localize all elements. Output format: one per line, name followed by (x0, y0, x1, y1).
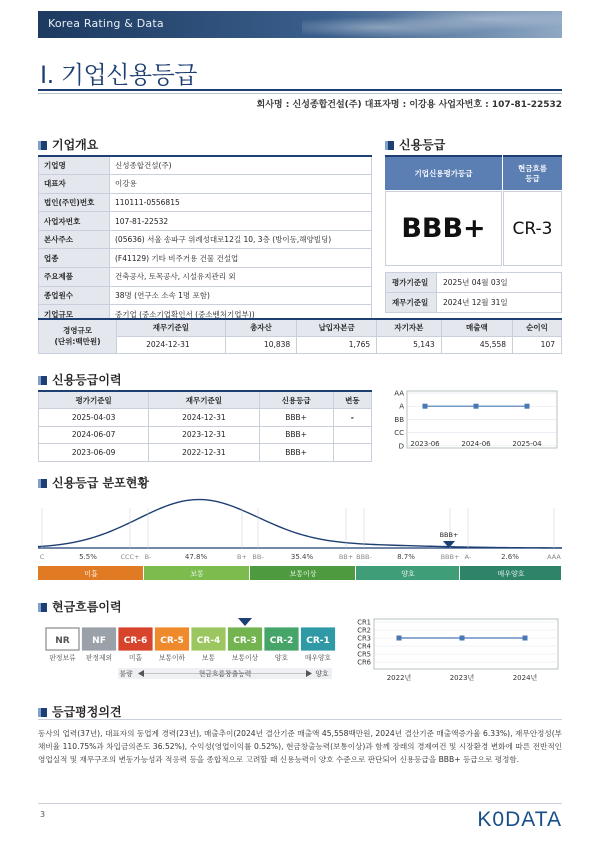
table-row (39, 444, 372, 462)
history-header-row (39, 391, 372, 409)
grade-label: BB- (252, 553, 264, 561)
current-grade-label: BBB+ (439, 531, 459, 539)
chart-frame (374, 619, 558, 669)
history-cell: BBB+ (259, 444, 333, 462)
section-bullet-icon (38, 141, 47, 150)
grade-label: A- (464, 553, 472, 561)
cashflow-grade-label: 미흡 (128, 654, 143, 662)
cashflow-grade-label: 판정보류 (49, 654, 76, 662)
world-map-graphic (302, 11, 562, 38)
x-tick-label: 2022년 (386, 674, 412, 682)
financials-value: 107 (513, 336, 562, 353)
footer-divider (38, 803, 562, 804)
grade-label: B- (144, 553, 152, 561)
overview-row (39, 230, 372, 249)
cashflow-grade-code: CR-1 (306, 636, 330, 646)
history-cell: 2023-12-31 (149, 426, 259, 444)
overview-key: 법인(주민)번호 (39, 193, 110, 212)
financials-value: 45,558 (441, 336, 512, 353)
x-tick-label: 2024-06 (461, 440, 491, 448)
section-bullet-icon (38, 376, 47, 385)
cashflow-grade-value: CR-3 (503, 191, 562, 266)
financials-header: 총자산 (225, 319, 296, 336)
x-tick-label: 2025-04 (512, 440, 542, 448)
data-point (525, 404, 530, 409)
page-header-banner (38, 11, 562, 38)
grade-share-label: 35.4% (290, 553, 314, 561)
cashflow-grade-header (503, 155, 562, 190)
overview-row (39, 268, 372, 287)
overview-key: 기업명 (39, 156, 110, 175)
history-cell (333, 444, 371, 462)
evaluation-dates-table (385, 272, 562, 313)
overview-value: (F41129) 기타 비주거용 건물 건설업 (110, 249, 372, 268)
y-tick-label: A (399, 402, 404, 411)
cashflow-grade-scale (38, 618, 340, 688)
history-header: 평가기준일 (39, 391, 149, 409)
grade-label: BBB+ (440, 553, 460, 561)
section-bullet-icon (38, 708, 47, 717)
y-tick-label: CR2 (357, 626, 371, 635)
grade-share-label: 47.8% (184, 553, 208, 561)
data-point (460, 636, 465, 641)
financials-label-text: 경영규모 (단위:백만원) (54, 326, 101, 347)
current-cashflow-marker (238, 618, 252, 626)
overview-key: 업종 (39, 249, 110, 268)
overview-row (39, 175, 372, 194)
overview-row (39, 212, 372, 231)
y-tick-label: CR4 (357, 642, 371, 651)
section-credit-heading (385, 136, 445, 153)
financials-header: 납입자본금 (297, 319, 377, 336)
cashflow-grade-code: CR-2 (269, 636, 294, 646)
section-cashflow-heading (38, 598, 122, 615)
cashflow-grade-label: 매우양호 (304, 654, 332, 662)
history-cell: 2023-06-09 (39, 444, 149, 462)
overview-value: 이강용 (110, 175, 372, 194)
opinion-divider (38, 719, 562, 720)
overview-value: 건축공사, 토목공사, 시설유지관리 외 (110, 268, 372, 287)
overview-value: 중기업 (중소기업확인서 (중소벤처기업부)) (110, 305, 372, 324)
opinion-text: 동사의 업력(37년), 대표자의 동업계 경력(23년), 매출추이(2024년 결산기준 매출액 45,558백만원, 2024년 결산기준 매출액증가율 6.33%), 재무안정성(부채비율 110.75%과 차입금의존도 36.52%), 수익성(영업이익률 0.52%), 현금창출능력(보통이상)과 함께 장래의 경제여건 및 시장환경 변화에 따른 전반적인 영업실적 및 재무구조의 변동가능성과 적응력 등을 종합적으로 고려할 때 신용능력이 양호 수준으로 판단되어 신용등급을 BBB+ 등급으로 평정함. (38, 729, 562, 765)
data-point (474, 404, 479, 409)
cashflow-grade-label: 보통이하 (158, 654, 186, 662)
financials-header: 순이익 (513, 319, 562, 336)
grade-band-label: 보통이상 (289, 570, 317, 578)
overview-key: 기업규모 (39, 305, 110, 324)
section-label: 신용등급이력 (52, 373, 122, 387)
history-cell (333, 426, 371, 444)
cashflow-grade-label: 보통 (201, 654, 216, 662)
grade-label: B+ (237, 553, 247, 561)
data-point (397, 636, 402, 641)
grade-band-label: 보통 (190, 570, 204, 578)
y-tick-label: CR1 (357, 618, 371, 627)
cashflow-grade-code: CR-4 (196, 636, 221, 646)
x-tick-label: 2023년 (449, 674, 475, 682)
section-label: 신용등급 분포현황 (52, 476, 149, 490)
y-tick-label: BB (394, 415, 404, 424)
credit-grade-header: 기업신용평가등급 (385, 155, 502, 190)
overview-value: (05636) 서울 송파구 위례성대로12길 10, 3층 (방이동,해양빌딩) (110, 230, 372, 249)
table-row (39, 409, 372, 427)
section-history-heading (38, 371, 122, 388)
overview-key: 종업원수 (39, 286, 110, 305)
overview-row (39, 286, 372, 305)
section-overview-heading (38, 136, 98, 153)
financials-header: 매출액 (441, 319, 512, 336)
overview-table (38, 155, 372, 324)
grade-band-label: 미흡 (84, 570, 98, 578)
overview-row (39, 156, 372, 175)
financials-value: 10,838 (225, 336, 296, 353)
data-point (523, 636, 528, 641)
cashflow-grade-label: 양호 (274, 654, 289, 662)
page-title: I. 기업신용등급 (40, 61, 197, 89)
date-value: 2024년 12월 31일 (437, 293, 562, 313)
date-row (386, 293, 562, 313)
history-cell: - (333, 409, 371, 427)
date-key: 재무기준일 (386, 293, 437, 313)
history-cell: BBB+ (259, 409, 333, 427)
credit-grade-value: BBB+ (385, 191, 502, 266)
cashflow-grade-label: 판정제외 (85, 654, 113, 662)
financials-label (39, 319, 117, 353)
financials-table (38, 318, 562, 354)
company-summary-line: 회사명 : 신성종합건설(주) 대표자명 : 이강용 사업자번호 : 107-81-22532 (256, 100, 562, 110)
scale-right-label: 양호 (315, 670, 329, 678)
overview-value: 신성종합건설(주) (110, 156, 372, 175)
grade-label: C (39, 553, 45, 561)
scale-left-label: 불량 (119, 670, 133, 678)
overview-key: 사업자번호 (39, 212, 110, 231)
y-tick-label: CR3 (357, 634, 371, 643)
y-tick-label: CR6 (357, 658, 371, 667)
financials-value: 2024-12-31 (117, 336, 226, 353)
overview-key: 본사주소 (39, 230, 110, 249)
overview-row (39, 193, 372, 212)
section-opinion-heading (38, 703, 122, 720)
grade-band-label: 매우양호 (497, 570, 525, 578)
history-header: 재무기준일 (149, 391, 259, 409)
grade-share-label: 5.5% (79, 553, 97, 561)
x-tick-label: 2023-06 (410, 440, 440, 448)
date-key: 평가기준일 (386, 273, 437, 293)
cashflow-history-chart (352, 618, 562, 686)
table-row (39, 426, 372, 444)
section-label: 등급평정의견 (52, 705, 122, 719)
history-cell: 2024-06-07 (39, 426, 149, 444)
kodata-logo: K0DATA (477, 808, 562, 831)
title-divider (38, 89, 562, 91)
overview-key: 대표자 (39, 175, 110, 194)
cashflow-grade-code: CR-6 (123, 636, 148, 646)
grade-label: BB+ (338, 553, 354, 561)
y-tick-label: CC (394, 429, 404, 438)
cashflow-grade-code: CR-5 (160, 636, 184, 646)
cashflow-grade-code: NR (55, 636, 70, 646)
section-bullet-icon (38, 479, 47, 488)
overview-value: 110111-0556815 (110, 193, 372, 212)
history-cell: 2022-12-31 (149, 444, 259, 462)
overview-value: 38명 (연구소 소속 1명 포함) (110, 286, 372, 305)
cashflow-grade-code: NF (92, 636, 106, 646)
rating-history-table (38, 390, 372, 462)
overview-value: 107-81-22532 (110, 212, 372, 231)
financials-header: 자기자본 (377, 319, 441, 336)
y-tick-label: D (398, 442, 404, 451)
brand-text: Korea Rating & Data (48, 17, 164, 30)
rating-history-chart (385, 390, 562, 452)
grade-share-label: 2.6% (501, 553, 519, 561)
page-number: 3 (40, 810, 46, 819)
date-value: 2025년 04월 03일 (437, 273, 562, 293)
overview-row (39, 249, 372, 268)
data-point (423, 404, 428, 409)
date-row (386, 273, 562, 293)
grade-distribution-chart (38, 488, 562, 586)
financials-value: 1,765 (297, 336, 377, 353)
history-header: 신용등급 (259, 391, 333, 409)
history-cell: 2025-04-03 (39, 409, 149, 427)
grade-share-label: 8.7% (397, 553, 415, 561)
y-tick-label: AA (394, 390, 404, 398)
section-bullet-icon (38, 603, 47, 612)
title-divider-thin (38, 93, 562, 94)
grade-label: AAA (547, 553, 561, 561)
financials-value: 5,143 (377, 336, 441, 353)
history-cell: 2024-12-31 (149, 409, 259, 427)
x-tick-label: 2024년 (512, 674, 538, 682)
grade-label: CCC+ (120, 553, 140, 561)
scale-mid-label: 현금흐름창출능력 (198, 670, 252, 678)
grade-band-label: 양호 (401, 570, 415, 578)
y-tick-label: CR5 (357, 650, 371, 659)
cashflow-grade-label: 보통이상 (231, 654, 259, 662)
cashflow-grade-header-text: 현금흐름 등급 (518, 163, 547, 183)
section-label: 신용등급 (399, 138, 446, 152)
section-label: 기업개요 (52, 138, 99, 152)
history-cell: BBB+ (259, 426, 333, 444)
history-header: 변동 (333, 391, 371, 409)
financials-header: 재무기준일 (117, 319, 226, 336)
grade-label: BBB- (356, 553, 372, 561)
cashflow-grade-code: CR-3 (233, 636, 257, 646)
section-bullet-icon (385, 141, 394, 150)
overview-key: 주요제품 (39, 268, 110, 287)
section-label: 현금흐름이력 (52, 600, 122, 614)
distribution-curve (38, 500, 562, 548)
